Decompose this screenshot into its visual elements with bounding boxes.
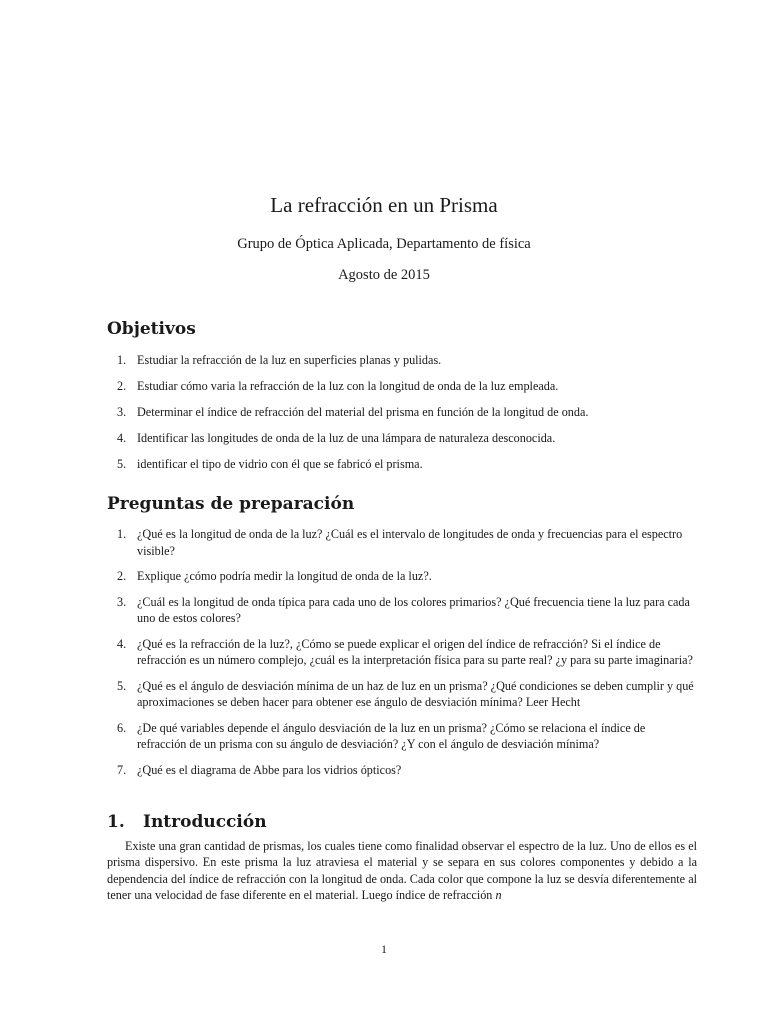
list-item-text: Estudiar la refracción de la luz en superficies planas y pulidas. — [137, 353, 442, 367]
list-item — [107, 762, 697, 779]
objetivos-list — [107, 352, 697, 482]
list-item-number: 5. — [117, 678, 127, 693]
list-item — [107, 378, 697, 395]
list-item-number: 1. — [117, 353, 127, 367]
list-item-text: Estudiar cómo varia la refracción de la luz con la longitud de onda de la luz empleada. — [137, 379, 559, 393]
list-item — [107, 568, 697, 585]
list-item-text: ¿Qué es la refracción de la luz?, ¿Cómo se puede explicar el origen del índice de refracción? Si el índice de refracción es un número complejo, ¿cuál es la interpretación física para su parte real? ¿y para su parte imaginaria? — [137, 636, 693, 667]
list-item-number: 4. — [117, 636, 127, 651]
list-item-number: 2. — [117, 379, 127, 393]
list-item-text: Determinar el índice de refracción del material del prisma en función de la longitud de onda. — [137, 405, 589, 419]
list-item-number: 5. — [117, 457, 127, 471]
list-item-text: Identificar las longitudes de onda de la luz de una lámpara de naturaleza desconocida. — [137, 431, 556, 445]
list-item-number: 3. — [117, 405, 127, 419]
list-item-text: ¿De qué variables depende el ángulo desviación de la luz en un prisma? ¿Cómo se relaciona el índice de refracción de un prisma con su ángulo de desviación? ¿Y con el ángulo de desviación mínima? — [137, 720, 646, 751]
list-item-text: identificar el tipo de vidrio con él que se fabricó el prisma. — [137, 457, 423, 471]
intro-paragraph-text: Existe una gran cantidad de prismas, los cuales tiene como finalidad observar el espectro de la luz. Uno de ellos es el prisma dispersivo. En este prisma la luz atraviesa el material y se separa en sus colores componentes y debido a la dependencia del índice de refracción con la longitud de onda. Cada color que compone la luz se desvía diferentemente al tener una velocidad de fase diferente en el material. Luego índice de refracción — [107, 839, 697, 903]
page-number: 1 — [381, 942, 387, 956]
list-item-text: ¿Qué es el ángulo de desviación mínima de un haz de luz en un prisma? ¿Qué condiciones se deben cumplir y qué aproximaciones se deben hacer para obtener ese ángulo de desviación mínima? Leer Hecht — [137, 678, 694, 709]
document-author: Grupo de Óptica Aplicada, Departamento de física — [237, 236, 531, 252]
list-item — [107, 526, 697, 559]
section-number: 1. — [107, 812, 125, 832]
preguntas-list — [107, 526, 697, 787]
list-item — [107, 720, 697, 753]
list-item-number: 3. — [117, 594, 127, 609]
list-item — [107, 678, 697, 711]
list-item — [107, 352, 697, 369]
list-item-number: 1. — [117, 527, 127, 541]
math-variable: n — [495, 888, 502, 903]
list-item-number: 6. — [117, 720, 127, 735]
list-item — [107, 594, 697, 627]
list-item-number: 7. — [117, 762, 127, 777]
list-item-number: 4. — [117, 431, 127, 445]
list-item — [107, 636, 697, 669]
section-heading-objetivos: Objetivos — [107, 319, 196, 339]
list-item — [107, 404, 697, 421]
list-item — [107, 430, 697, 447]
list-item-text: Explique ¿cómo podría medir la longitud de onda de la luz?. — [137, 569, 432, 583]
list-item — [107, 456, 697, 473]
list-item-text: ¿Cuál es la longitud de onda típica para cada uno de los colores primarios? ¿Qué frecuencia tiene la luz para cada uno de estos colores? — [137, 594, 690, 625]
document-date: Agosto de 2015 — [338, 267, 430, 283]
document-title: La refracción en un Prisma — [270, 193, 498, 217]
section-heading-text: Introducción — [143, 812, 267, 832]
section-heading-introduccion — [107, 812, 267, 832]
list-item-number: 2. — [117, 569, 127, 583]
list-item-text: ¿Qué es la longitud de onda de la luz? ¿Cuál es el intervalo de longitudes de onda y frecuencias para el espectro visible? — [137, 527, 683, 558]
intro-paragraph — [107, 838, 697, 904]
section-heading-preguntas: Preguntas de preparación — [107, 494, 355, 514]
list-item-text: ¿Qué es el diagrama de Abbe para los vidrios ópticos? — [137, 762, 402, 777]
